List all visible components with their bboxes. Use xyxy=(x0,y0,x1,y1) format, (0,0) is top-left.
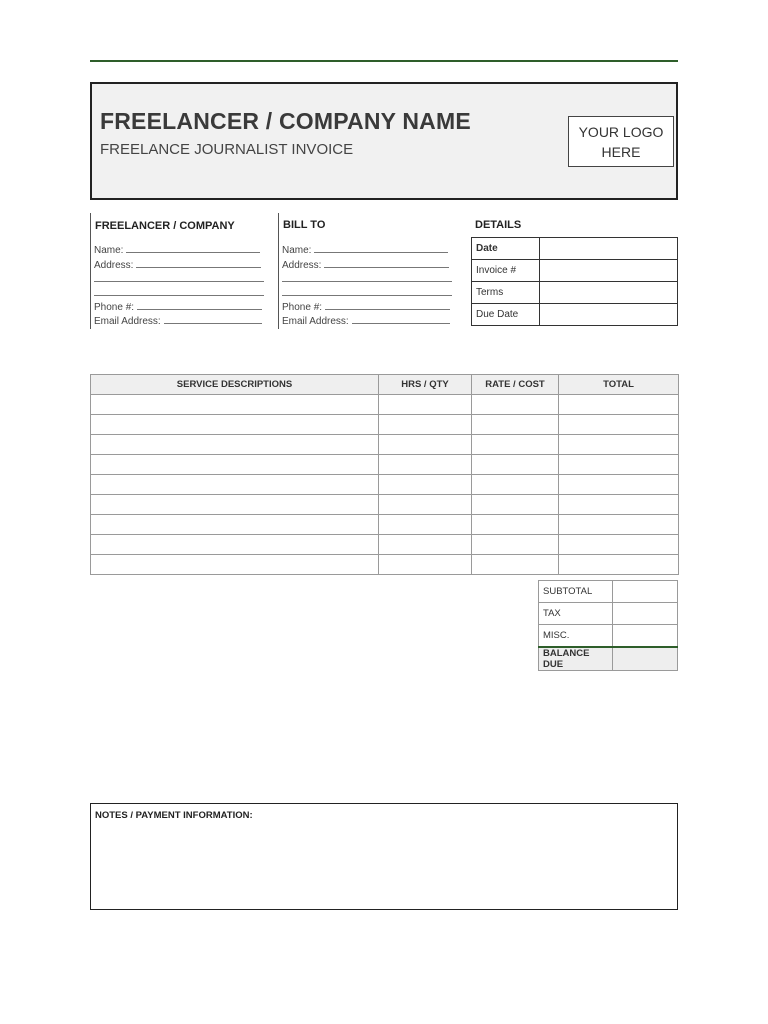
logo-placeholder[interactable] xyxy=(568,116,674,167)
service-qty-cell[interactable] xyxy=(379,415,472,435)
service-description-cell[interactable] xyxy=(91,475,379,495)
service-qty-cell[interactable] xyxy=(379,555,472,575)
freelancer-phone-label: Phone #: xyxy=(94,302,135,313)
balance-due-label: BALANCE DUE xyxy=(539,647,613,671)
service-rate-cell[interactable] xyxy=(472,455,559,475)
service-description-cell[interactable] xyxy=(91,495,379,515)
tax-row xyxy=(539,603,678,625)
service-rate-cell[interactable] xyxy=(472,475,559,495)
service-total-cell[interactable] xyxy=(559,535,679,555)
bill-to-address-line-3[interactable] xyxy=(282,295,452,296)
service-description-cell[interactable] xyxy=(91,535,379,555)
service-description-cell[interactable] xyxy=(91,395,379,415)
service-qty-cell[interactable] xyxy=(379,515,472,535)
details-label-terms: Terms xyxy=(472,282,540,304)
services-table xyxy=(90,374,679,575)
notes-title: NOTES / PAYMENT INFORMATION: xyxy=(95,810,253,821)
freelancer-address-line-2[interactable] xyxy=(94,281,264,282)
balance-due-row xyxy=(539,647,678,671)
service-total-cell[interactable] xyxy=(559,395,679,415)
service-total-cell[interactable] xyxy=(559,415,679,435)
subtotal-value[interactable] xyxy=(613,581,678,603)
details-label-due-date: Due Date xyxy=(472,304,540,326)
details-label-date: Date xyxy=(472,238,540,260)
service-description-cell[interactable] xyxy=(91,435,379,455)
logo-line-2: HERE xyxy=(601,143,641,160)
bill-to-email-field[interactable] xyxy=(282,314,450,327)
freelancer-address-label: Address: xyxy=(94,260,134,271)
service-row xyxy=(91,435,679,455)
company-name: FREELANCER / COMPANY NAME xyxy=(100,108,471,134)
subtotal-row xyxy=(539,581,678,603)
column-header-qty: HRS / QTY xyxy=(379,375,472,395)
service-rate-cell[interactable] xyxy=(472,515,559,535)
service-qty-cell[interactable] xyxy=(379,435,472,455)
freelancer-address-line-3[interactable] xyxy=(94,295,264,296)
service-qty-cell[interactable] xyxy=(379,475,472,495)
details-row-invoice-number xyxy=(472,260,678,282)
details-value-due-date[interactable] xyxy=(540,304,678,326)
service-description-cell[interactable] xyxy=(91,415,379,435)
freelancer-name-label: Name: xyxy=(94,245,124,256)
column-header-rate: RATE / COST xyxy=(472,375,559,395)
service-total-cell[interactable] xyxy=(559,495,679,515)
service-qty-cell[interactable] xyxy=(379,455,472,475)
tax-label: TAX xyxy=(539,603,613,625)
details-value-date[interactable] xyxy=(540,238,678,260)
service-rate-cell[interactable] xyxy=(472,435,559,455)
details-row-terms xyxy=(472,282,678,304)
service-rate-cell[interactable] xyxy=(472,555,559,575)
service-rate-cell[interactable] xyxy=(472,495,559,515)
balance-due-value[interactable] xyxy=(613,647,678,671)
freelancer-divider xyxy=(90,213,91,329)
service-description-cell[interactable] xyxy=(91,555,379,575)
details-table xyxy=(471,237,678,326)
freelancer-email-field[interactable] xyxy=(94,314,262,327)
freelancer-name-field[interactable] xyxy=(94,243,260,256)
details-value-terms[interactable] xyxy=(540,282,678,304)
details-label-invoice-number: Invoice # xyxy=(472,260,540,282)
bill-to-address-label: Address: xyxy=(282,260,322,271)
invoice-header xyxy=(90,82,678,200)
services-header-row xyxy=(91,375,679,395)
service-row xyxy=(91,415,679,435)
totals-table xyxy=(538,580,678,671)
service-row xyxy=(91,495,679,515)
service-total-cell[interactable] xyxy=(559,435,679,455)
service-row xyxy=(91,555,679,575)
bill-to-title: BILL TO xyxy=(283,219,326,231)
service-qty-cell[interactable] xyxy=(379,535,472,555)
details-row-due-date xyxy=(472,304,678,326)
bill-to-divider xyxy=(278,213,279,329)
service-description-cell[interactable] xyxy=(91,515,379,535)
tax-value[interactable] xyxy=(613,603,678,625)
bill-to-name-field[interactable] xyxy=(282,243,448,256)
bill-to-phone-label: Phone #: xyxy=(282,302,323,313)
freelancer-phone-field[interactable] xyxy=(94,300,262,313)
service-total-cell[interactable] xyxy=(559,475,679,495)
details-row-date xyxy=(472,238,678,260)
freelancer-email-label: Email Address: xyxy=(94,316,161,327)
service-row xyxy=(91,395,679,415)
details-value-invoice-number[interactable] xyxy=(540,260,678,282)
bill-to-name-label: Name: xyxy=(282,245,312,256)
service-row xyxy=(91,475,679,495)
service-description-cell[interactable] xyxy=(91,455,379,475)
column-header-descriptions: SERVICE DESCRIPTIONS xyxy=(91,375,379,395)
service-total-cell[interactable] xyxy=(559,555,679,575)
service-total-cell[interactable] xyxy=(559,455,679,475)
notes-box[interactable] xyxy=(90,803,678,910)
subtotal-label: SUBTOTAL xyxy=(539,581,613,603)
service-total-cell[interactable] xyxy=(559,515,679,535)
service-qty-cell[interactable] xyxy=(379,495,472,515)
service-rate-cell[interactable] xyxy=(472,395,559,415)
details-title: DETAILS xyxy=(475,219,522,231)
bill-to-phone-field[interactable] xyxy=(282,300,450,313)
service-rate-cell[interactable] xyxy=(472,415,559,435)
service-qty-cell[interactable] xyxy=(379,395,472,415)
service-row xyxy=(91,455,679,475)
service-row xyxy=(91,515,679,535)
column-header-total: TOTAL xyxy=(559,375,679,395)
service-row xyxy=(91,535,679,555)
freelancer-address-field[interactable] xyxy=(94,258,261,271)
service-rate-cell[interactable] xyxy=(472,535,559,555)
misc-value[interactable] xyxy=(613,625,678,648)
invoice-type: FREELANCE JOURNALIST INVOICE xyxy=(100,141,354,158)
bill-to-address-field[interactable] xyxy=(282,258,449,271)
misc-row xyxy=(539,625,678,648)
bill-to-address-line-2[interactable] xyxy=(282,281,452,282)
misc-label: MISC. xyxy=(539,625,613,648)
logo-line-1: YOUR LOGO xyxy=(578,123,664,140)
bill-to-email-label: Email Address: xyxy=(282,316,349,327)
freelancer-title: FREELANCER / COMPANY xyxy=(95,220,235,232)
top-accent-rule xyxy=(90,60,678,62)
